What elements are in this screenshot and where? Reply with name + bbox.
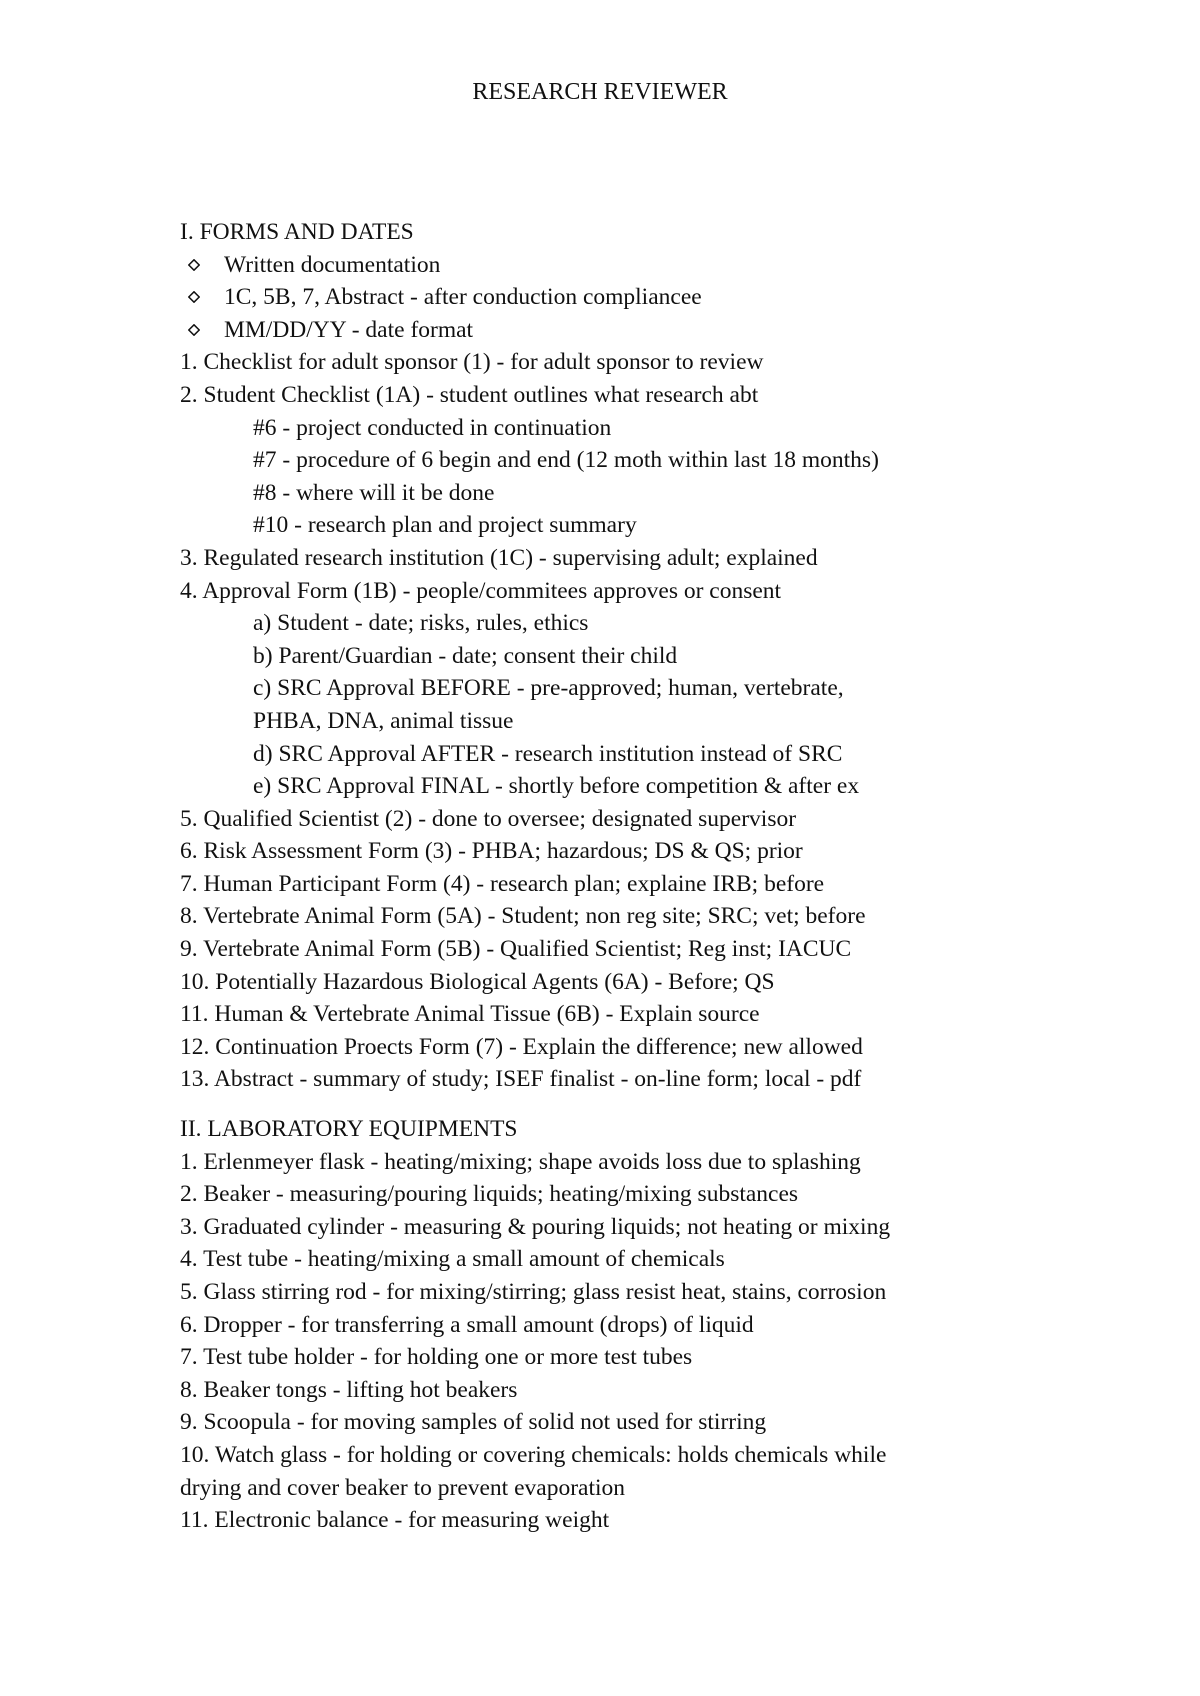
sub-list-item: #10 - research plan and project summary: [253, 512, 637, 539]
list-item: 1. Checklist for adult sponsor (1) - for adult sponsor to review: [180, 349, 764, 376]
list-item: 9. Scoopula - for moving samples of solid not used for stirring: [180, 1409, 767, 1436]
sub-list-item: #7 - procedure of 6 begin and end (12 moth within last 18 months): [253, 447, 879, 474]
list-item: 4. Test tube - heating/mixing a small amount of chemicals: [180, 1246, 725, 1273]
sub-list-item: c) SRC Approval BEFORE - pre-approved; human, vertebrate,: [253, 675, 844, 702]
list-item: 5. Glass stirring rod - for mixing/stirring; glass resist heat, stains, corrosion: [180, 1279, 887, 1305]
sub-list-item: #8 - where will it be done: [253, 479, 495, 506]
list-item: 8. Vertebrate Animal Form (5A) - Student; non reg site; SRC; vet; before: [180, 903, 866, 930]
list-item: 12. Continuation Proects Form (7) - Explain the difference; new allowed: [180, 1033, 863, 1060]
section-spacer: [180, 1096, 1180, 1113]
diamond-outline-icon: [188, 324, 200, 336]
bullet-item: [180, 314, 1180, 347]
list-item: 2. Beaker - measuring/pouring liquids; heating/mixing substances: [180, 1181, 799, 1208]
sub-list-item: e) SRC Approval FINAL - shortly before competition & after ex: [253, 773, 860, 800]
list-item: 3. Graduated cylinder - measuring & pouring liquids; not heating or mixing: [180, 1213, 891, 1240]
sub-list-item-continued: PHBA, DNA, animal tissue: [253, 707, 514, 734]
list-item: 3. Regulated research institution (1C) - supervising adult; explained: [180, 544, 818, 571]
list-item: 5. Qualified Scientist (2) - done to oversee; designated supervisor: [180, 805, 797, 832]
diamond-outline-icon: [188, 259, 200, 271]
sub-list-item: a) Student - date; risks, rules, ethics: [253, 610, 589, 637]
document-body: [180, 216, 1180, 1537]
list-item: 11. Human & Vertebrate Animal Tissue (6B) - Explain source: [180, 1001, 760, 1028]
sub-list-item: #6 - project conducted in continuation: [253, 414, 612, 441]
bullet-text: 1C, 5B, 7, Abstract - after conduction compliancee: [224, 284, 702, 311]
list-item: 6. Dropper - for transferring a small amount (drops) of liquid: [180, 1311, 754, 1338]
section-heading-forms: I. FORMS AND DATES: [180, 219, 414, 245]
section-heading-equipments: II. LABORATORY EQUIPMENTS: [180, 1116, 518, 1143]
list-item: 7. Test tube holder - for holding one or more test tubes: [180, 1344, 693, 1371]
bullet-item: [180, 281, 1180, 314]
list-item: 1. Erlenmeyer flask - heating/mixing; shape avoids loss due to splashing: [180, 1148, 861, 1175]
list-item: 9. Vertebrate Animal Form (5B) - Qualified Scientist; Reg inst; IACUC: [180, 936, 852, 963]
list-item: 4. Approval Form (1B) - people/commitees approves or consent: [180, 577, 782, 604]
list-item: 11. Electronic balance - for measuring weight: [180, 1507, 610, 1534]
list-item: 13. Abstract - summary of study; ISEF finalist - on-line form; local - pdf: [180, 1066, 862, 1093]
list-item: 2. Student Checklist (1A) - student outlines what research abt: [180, 381, 759, 408]
list-item: 10. Watch glass - for holding or covering chemicals: holds chemicals while: [180, 1441, 887, 1468]
list-item: 7. Human Participant Form (4) - research plan; explaine IRB; before: [180, 870, 825, 897]
bullet-text: Written documentation: [224, 251, 441, 278]
list-item: 8. Beaker tongs - lifting hot beakers: [180, 1376, 518, 1403]
list-item-continued: drying and cover beaker to prevent evaporation: [180, 1474, 626, 1501]
bullet-item: [180, 249, 1180, 282]
document-title: RESEARCH REVIEWER: [472, 79, 728, 105]
sub-list-item: b) Parent/Guardian - date; consent their child: [253, 642, 678, 669]
sub-list-item: d) SRC Approval AFTER - research institution instead of SRC: [253, 740, 843, 767]
list-item: 10. Potentially Hazardous Biological Agents (6A) - Before; QS: [180, 968, 775, 995]
list-item: 6. Risk Assessment Form (3) - PHBA; hazardous; DS & QS; prior: [180, 838, 803, 865]
diamond-outline-icon: [188, 291, 200, 303]
bullet-text: MM/DD/YY - date format: [224, 316, 474, 343]
